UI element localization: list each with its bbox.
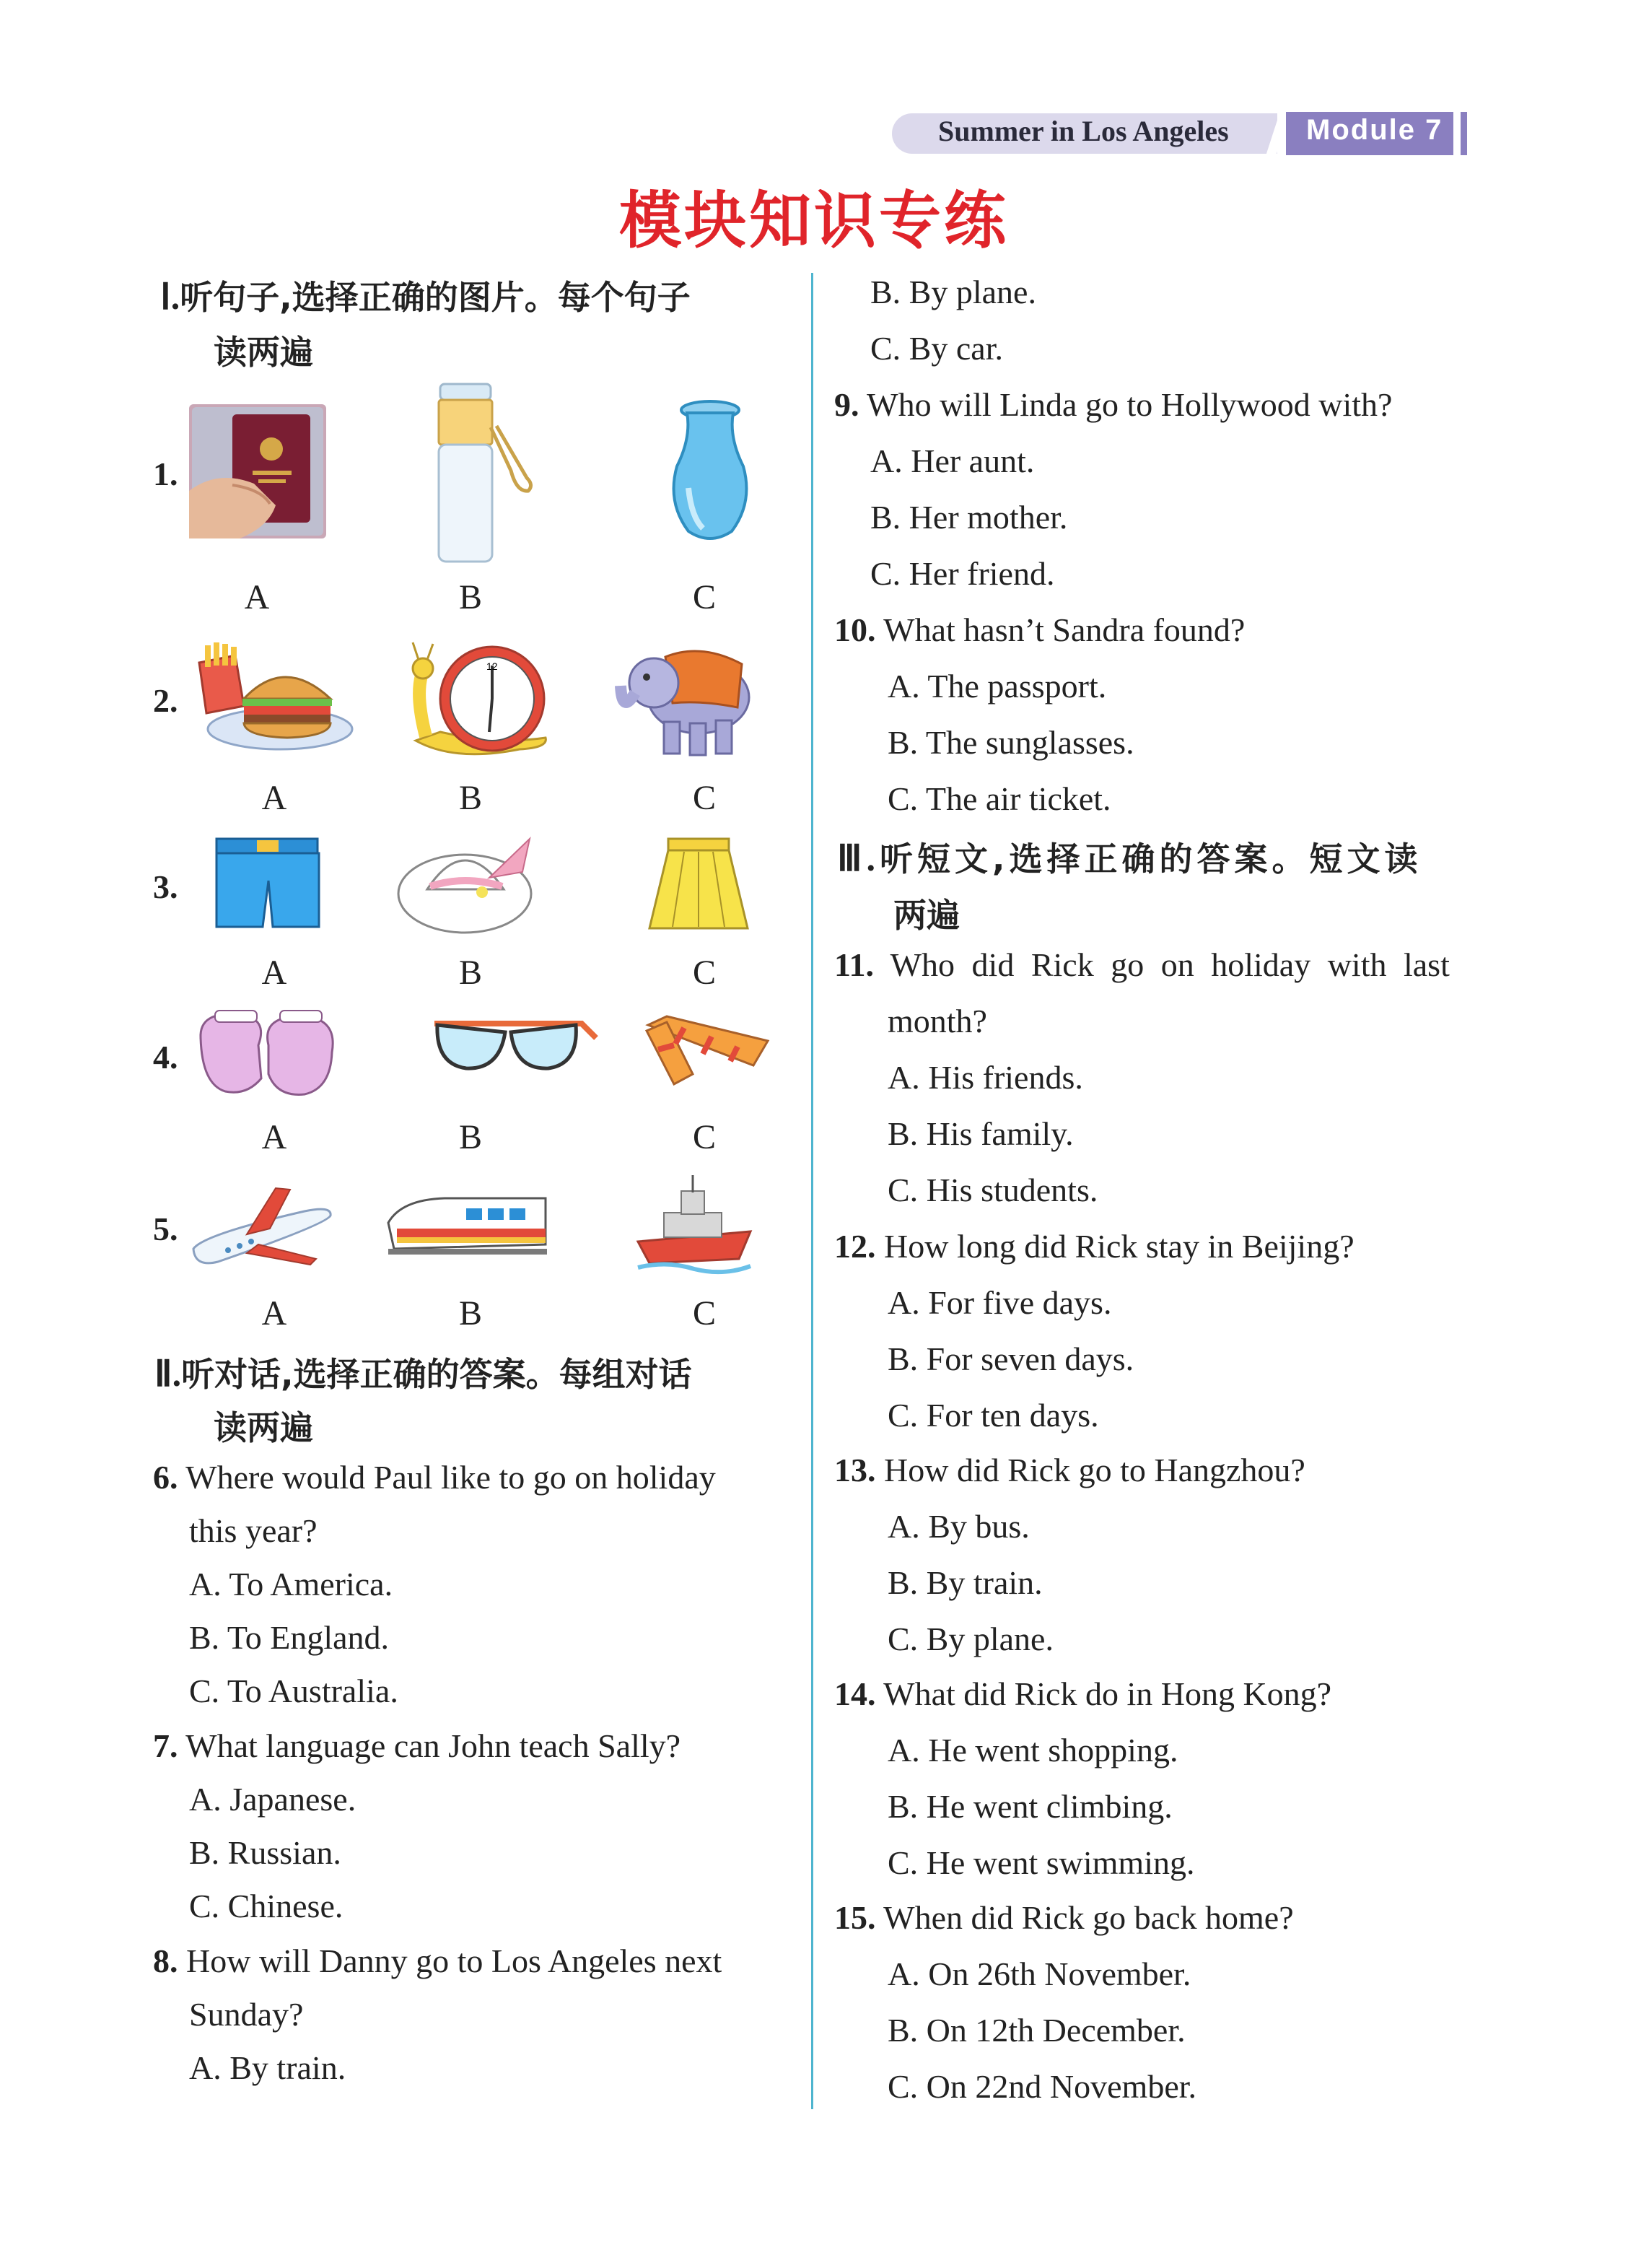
question-6-line2: this year? [189, 1512, 318, 1549]
question-6-option-c: C. To Australia. [189, 1672, 398, 1709]
question-10-text: What hasn’t Sandra found? [883, 611, 1246, 648]
question-10 [834, 611, 1245, 649]
scarf-icon [645, 1015, 774, 1090]
question-15-option-a: A. On 26th November. [888, 1955, 1191, 1992]
question-11-line2: month? [888, 1003, 987, 1039]
question-10-option-c: C. The air ticket. [888, 780, 1111, 817]
section-3-numeral: Ⅲ. [837, 838, 880, 878]
passport-icon [189, 404, 326, 538]
row-4-label-c: C [692, 1118, 716, 1156]
header-end-bar [1461, 112, 1467, 155]
question-7-number: 7. [153, 1727, 178, 1764]
vase-icon [667, 401, 753, 543]
question-9-option-c: C. Her friend. [870, 555, 1055, 592]
header-module-label: Module 7 [1306, 114, 1443, 146]
question-11 [834, 946, 1450, 984]
section-2-numeral: Ⅱ. [154, 1353, 182, 1394]
row-5-label-b: B [458, 1294, 482, 1333]
question-15-text: When did Rick go back home? [883, 1899, 1294, 1936]
question-9-option-a: A. Her aunt. [870, 442, 1035, 479]
train-icon [387, 1191, 548, 1260]
question-6-line1: Where would Paul like to go on holiday [185, 1459, 716, 1496]
column-divider [811, 273, 813, 2109]
question-13 [834, 1451, 1305, 1489]
ship-icon [638, 1175, 750, 1276]
row-4-label-b: B [458, 1118, 482, 1156]
question-15 [834, 1898, 1294, 1937]
section-3-heading [837, 833, 1422, 881]
question-14 [834, 1675, 1331, 1713]
question-12 [834, 1227, 1355, 1265]
question-11-line1: Who did Rick go on holiday with last [890, 946, 1450, 983]
section-2-line2: 读两遍 [214, 1408, 313, 1447]
row-1-label-a: A [244, 578, 270, 616]
question-15-option-b: B. On 12th December. [888, 2012, 1186, 2049]
question-13-option-a: A. By bus. [888, 1508, 1030, 1545]
section-2-line1: 听对话,选择正确的答案。每组对话 [181, 1355, 692, 1394]
row-2-label-c: C [692, 779, 716, 817]
question-8-option-a: A. By train. [189, 2049, 346, 2086]
row-2-number: 2. [153, 682, 178, 719]
question-6-number: 6. [153, 1459, 178, 1496]
question-14-text: What did Rick do in Hong Kong? [883, 1675, 1332, 1712]
elephant-icon [615, 642, 759, 761]
row-5-number: 5. [153, 1211, 178, 1247]
question-15-option-c: C. On 22nd November. [888, 2068, 1197, 2105]
question-14-number: 14. [834, 1675, 876, 1712]
sunglasses-icon [430, 1018, 600, 1081]
svg-text:12: 12 [486, 660, 498, 672]
row-3-label-b: B [458, 954, 482, 992]
question-12-text: How long did Rick stay in Beijing? [884, 1228, 1355, 1265]
row-4-label-a: A [261, 1118, 287, 1156]
question-7-option-b: B. Russian. [189, 1834, 341, 1871]
section-3-line1: 听短文,选择正确的答案。短文读 [879, 839, 1422, 878]
row-2-label-a: A [261, 779, 287, 817]
question-8 [153, 1942, 722, 1980]
question-12-option-b: B. For seven days. [888, 1340, 1134, 1377]
water-bottle-icon [436, 384, 537, 564]
question-8-line1: How will Danny go to Los Angeles next [186, 1942, 722, 1979]
question-7-option-c: C. Chinese. [189, 1888, 343, 1924]
snail-clock-icon [411, 640, 553, 761]
question-7 [153, 1727, 680, 1765]
row-1-label-c: C [692, 578, 716, 616]
question-15-number: 15. [834, 1899, 876, 1936]
question-13-option-c: C. By plane. [888, 1621, 1054, 1657]
row-4-number: 4. [153, 1039, 178, 1076]
question-12-option-a: A. For five days. [888, 1284, 1112, 1321]
question-11-option-b: B. His family. [888, 1115, 1074, 1152]
question-14-option-a: A. He went shopping. [888, 1732, 1178, 1768]
question-14-option-c: C. He went swimming. [888, 1844, 1195, 1881]
question-10-option-b: B. The sunglasses. [888, 724, 1134, 761]
question-14-option-b: B. He went climbing. [888, 1788, 1173, 1825]
airplane-icon [189, 1184, 333, 1270]
skirt-icon [647, 837, 750, 934]
shorts-icon [214, 837, 322, 931]
question-9-option-b: B. Her mother. [870, 499, 1068, 536]
row-3-number: 3. [153, 868, 178, 905]
mittens-icon [196, 1009, 338, 1100]
question-7-option-a: A. Japanese. [189, 1781, 356, 1818]
question-8-line2: Sunday? [189, 1996, 304, 2033]
sun-hat-icon [395, 834, 537, 935]
section-3-line2: 两遍 [893, 896, 960, 935]
row-3-label-c: C [692, 954, 716, 992]
section-1-numeral: Ⅰ. [160, 276, 180, 317]
section-2-heading [154, 1348, 692, 1396]
question-12-number: 12. [834, 1228, 876, 1265]
question-6 [153, 1458, 716, 1496]
question-12-option-c: C. For ten days. [888, 1397, 1099, 1434]
question-9 [834, 385, 1392, 424]
row-1-label-b: B [458, 578, 482, 616]
question-11-option-c: C. His students. [888, 1172, 1098, 1208]
question-9-number: 9. [834, 386, 859, 423]
question-13-text: How did Rick go to Hangzhou? [884, 1452, 1305, 1488]
row-5-label-c: C [692, 1294, 716, 1333]
question-7-text: What language can John teach Sally? [185, 1727, 681, 1764]
section-1-line1: 听句子,选择正确的图片。每个句子 [180, 278, 691, 317]
question-9-text: Who will Linda go to Hollywood with? [867, 386, 1393, 423]
question-6-option-b: B. To England. [189, 1619, 390, 1656]
question-8-option-c: C. By car. [870, 330, 1003, 367]
row-3-label-a: A [261, 954, 287, 992]
question-13-number: 13. [834, 1452, 876, 1488]
question-8-number: 8. [153, 1942, 178, 1979]
row-2-label-b: B [458, 779, 482, 817]
row-1-number: 1. [153, 455, 178, 492]
section-1-heading [160, 271, 691, 319]
section-1-line2: 读两遍 [214, 333, 313, 372]
hamburger-fries-icon [192, 641, 355, 751]
row-5-label-a: A [261, 1294, 287, 1333]
page-title: 模块知识专练 [619, 185, 1009, 257]
question-13-option-b: B. By train. [888, 1564, 1043, 1601]
question-6-option-a: A. To America. [189, 1566, 393, 1602]
question-11-option-a: A. His friends. [888, 1059, 1083, 1096]
question-11-number: 11. [834, 946, 874, 983]
question-10-option-a: A. The passport. [888, 668, 1107, 705]
header-subtitle: Summer in Los Angeles [938, 115, 1229, 147]
question-8-option-b: B. By plane. [870, 274, 1036, 310]
question-10-number: 10. [834, 611, 876, 648]
